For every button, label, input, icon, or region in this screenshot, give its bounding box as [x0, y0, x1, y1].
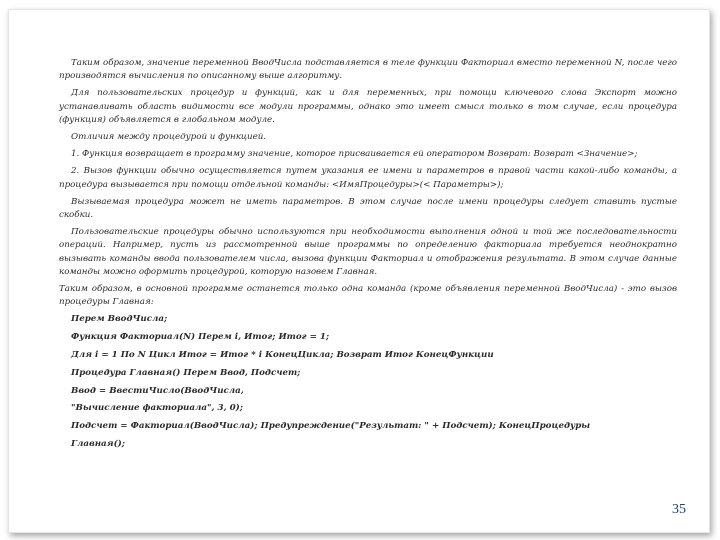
code-block — [59, 313, 677, 451]
slide-content — [59, 57, 677, 456]
code-line: Процедура Главная() Перем Ввод, Подсчет; — [71, 367, 301, 378]
code-line: Ввод = ВвестиЧисло(ВводЧисла, — [71, 385, 244, 396]
paragraph-8: Таким образом, в основной программе останется только одна команда (кроме объявления переменной ВводЧисла) - это вызов процедуры Главная: — [59, 284, 677, 308]
paragraph-1: Таким образом, значение переменной ВводЧисла подставляется в теле функции Факториал вместо переменной N, после чего производятся вычисления по описанному выше алгоритму. — [59, 58, 677, 82]
paragraph-2: Для пользовательских процедур и функций, как и для переменных, при помощи ключевого слова Экспорт можно устанавливать область видимости все модули программы, однако это имеет смысл только в том случае, если процедура (функция) объявляется в глобальном модуле. — [59, 88, 677, 125]
code-line: Функция Факториал(N) Перем i, Итог; Итог = 1; — [71, 332, 330, 343]
paragraph-4: 1. Функция возвращает в программу значение, которое присваивается ей оператором Возврат: Возврат <Значение>; — [71, 149, 638, 160]
code-line: Перем ВводЧисла; — [71, 314, 168, 325]
page-number: 35 — [672, 502, 686, 517]
paragraph-5: 2. Вызов функции обычно осуществляется путем указания ее имени и параметров в правой части какой-либо команды, а процедура вызывается при помощи отдельной команды: <ИмяПроцедуры>(< Параметры>); — [59, 166, 677, 190]
code-line: Подсчет = Факториал(ВводЧисла); Предупреждение("Результат: " + Подсчет); КонецПроцедуры — [71, 421, 591, 432]
paragraph-3: Отличия между процедурой и функцией. — [71, 132, 267, 143]
paragraph-7: Пользовательские процедуры обычно используются при необходимости выполнения одной и той же последовательности операций. Например, пусть из рассмотренной выше программы по определению факториала требуется неоднократно вызывать команды ввода пользователем числа, вызова функции Факториал и отображения результата. В этом случае данные команды можно оформить процедурой, которую назовем Главная. — [59, 227, 677, 277]
code-line: "Вычисление факториала", 3, 0); — [71, 403, 243, 414]
code-line: Главная(); — [71, 439, 125, 450]
code-line: Для i = 1 По N Цикл Итог = Итог * i КонецЦикла; Возврат Итог КонецФункции — [71, 350, 494, 361]
paragraph-6: Вызываемая процедура может не иметь параметров. В этом случае после имени процедуры следует ставить пустые скобки. — [59, 196, 677, 221]
